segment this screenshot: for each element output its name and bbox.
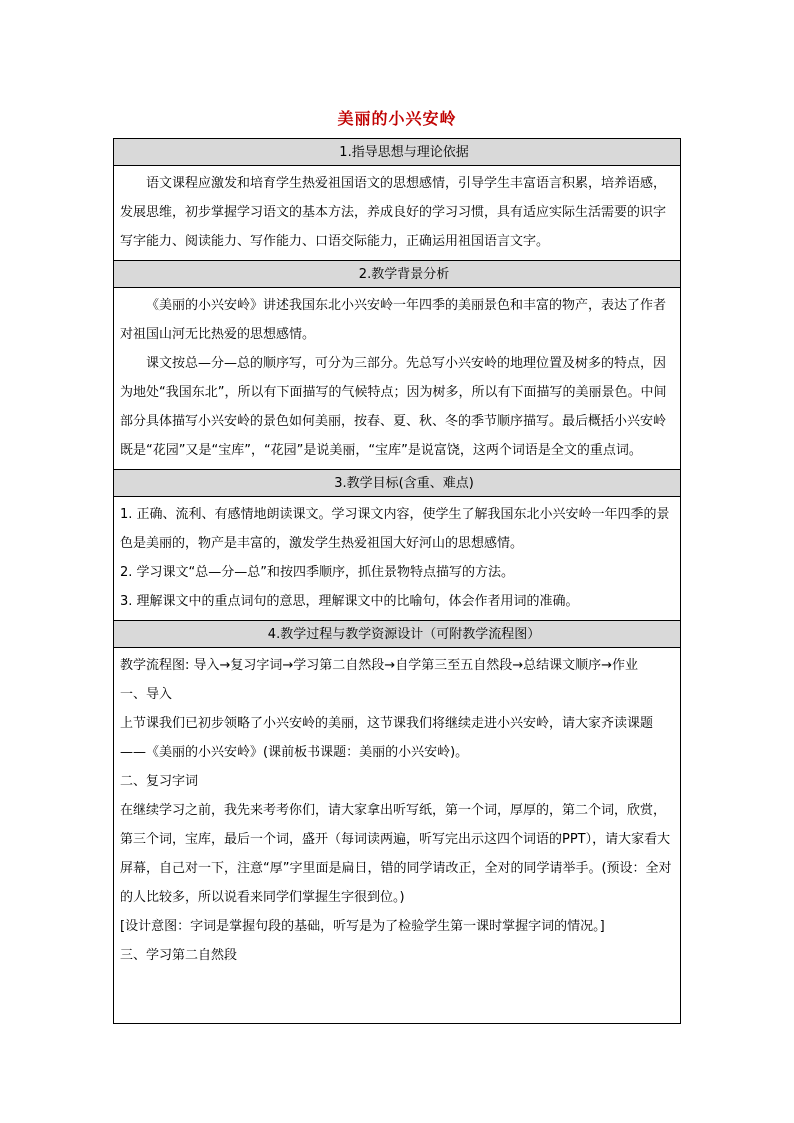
section-3-heading: 3.教学目标(含重、难点)	[114, 470, 680, 497]
background-paragraph-2: 课文按总—分—总的顺序写，可分为三部分。先总写小兴安岭的地理位置及树多的特点，因为地处“我国东北”，所以有下面描写的气候特点；因为树多，所以有下面描写的美丽景色。中间部分具体描写小兴安岭的景色如何美丽，按春、夏、秋、冬的季节顺序描写。最后概括小兴安岭既是“花园”又是“宝库”，“花园”是说美丽，“宝库”是说富饶，这两个词语是全文的重点词。	[120, 356, 667, 458]
section-4-body	[114, 648, 680, 974]
design-intent-note: [设计意图：字词是掌握句段的基础，听写是为了检验学生第一课时掌握字词的情况。]	[120, 919, 605, 934]
objective-2: 2. 学习课文“总—分—总”和按四季顺序，抓住景物特点描写的方法。	[120, 565, 515, 580]
step-3-heading: 三、学习第二自然段	[120, 948, 238, 963]
objective-3: 3. 理解课文中的重点词句的意思，理解课文中的比喻句，体会作者用词的准确。	[120, 594, 579, 609]
step-2-heading: 二、复习字词	[120, 774, 199, 789]
section-4-heading: 4.教学过程与教学资源设计（可附教学流程图）	[114, 621, 680, 648]
section-1-heading: 1.指导思想与理论依据	[114, 139, 680, 166]
section-1-body	[114, 166, 680, 261]
section-2-body	[114, 288, 680, 470]
flowchart-line: 教学流程图: 导入→复习字词→学习第二自然段→自学第三至五自然段→总结课文顺序→作业	[120, 658, 638, 673]
section-2-heading: 2.教学背景分析	[114, 261, 680, 288]
step-1-text: 上节课我们已初步领略了小兴安岭的美丽，这节课我们将继续走进小兴安岭，请大家齐读课题——《美丽的小兴安岭》(课前板书课题：美丽的小兴安岭)。	[120, 716, 654, 760]
section-3-body	[114, 497, 680, 621]
step-1-heading: 一、导入	[120, 687, 173, 702]
step-2-text: 在继续学习之前，我先来考考你们，请大家拿出听写纸，第一个词，厚厚的，第二个词，欣赏，第三个词，宝库，最后一个词，盛开（每词读两遍，听写完出示这四个词语的PPT），请大家看大屏幕，自己对一下，注意“厚”字里面是扁日，错的同学请改正，全对的同学请举手。(预设：全对的人比较多，所以说看来同学们掌握生字很到位。)	[120, 803, 672, 905]
document-title: 美丽的小兴安岭	[337, 109, 457, 128]
objective-1: 1. 正确、流利、有感情地朗读课文。学习课文内容，使学生了解我国东北小兴安岭一年四季的景色是美丽的，物产是丰富的，激发学生热爱祖国大好河山的思想感情。	[120, 507, 670, 551]
guiding-ideology-paragraph: 语文课程应激发和培育学生热爱祖国语文的思想感情，引导学生丰富语言积累，培养语感，发展思维，初步掌握学习语文的基本方法，养成良好的学习习惯，具有适应实际生活需要的识字写字能力、阅读能力、写作能力、口语交际能力，正确运用祖国语言文字。	[120, 176, 667, 249]
background-paragraph-1: 《美丽的小兴安岭》讲述我国东北小兴安岭一年四季的美丽景色和丰富的物产，表达了作者对祖国山河无比热爱的思想感情。	[120, 298, 667, 342]
lesson-plan-table	[113, 138, 681, 1024]
